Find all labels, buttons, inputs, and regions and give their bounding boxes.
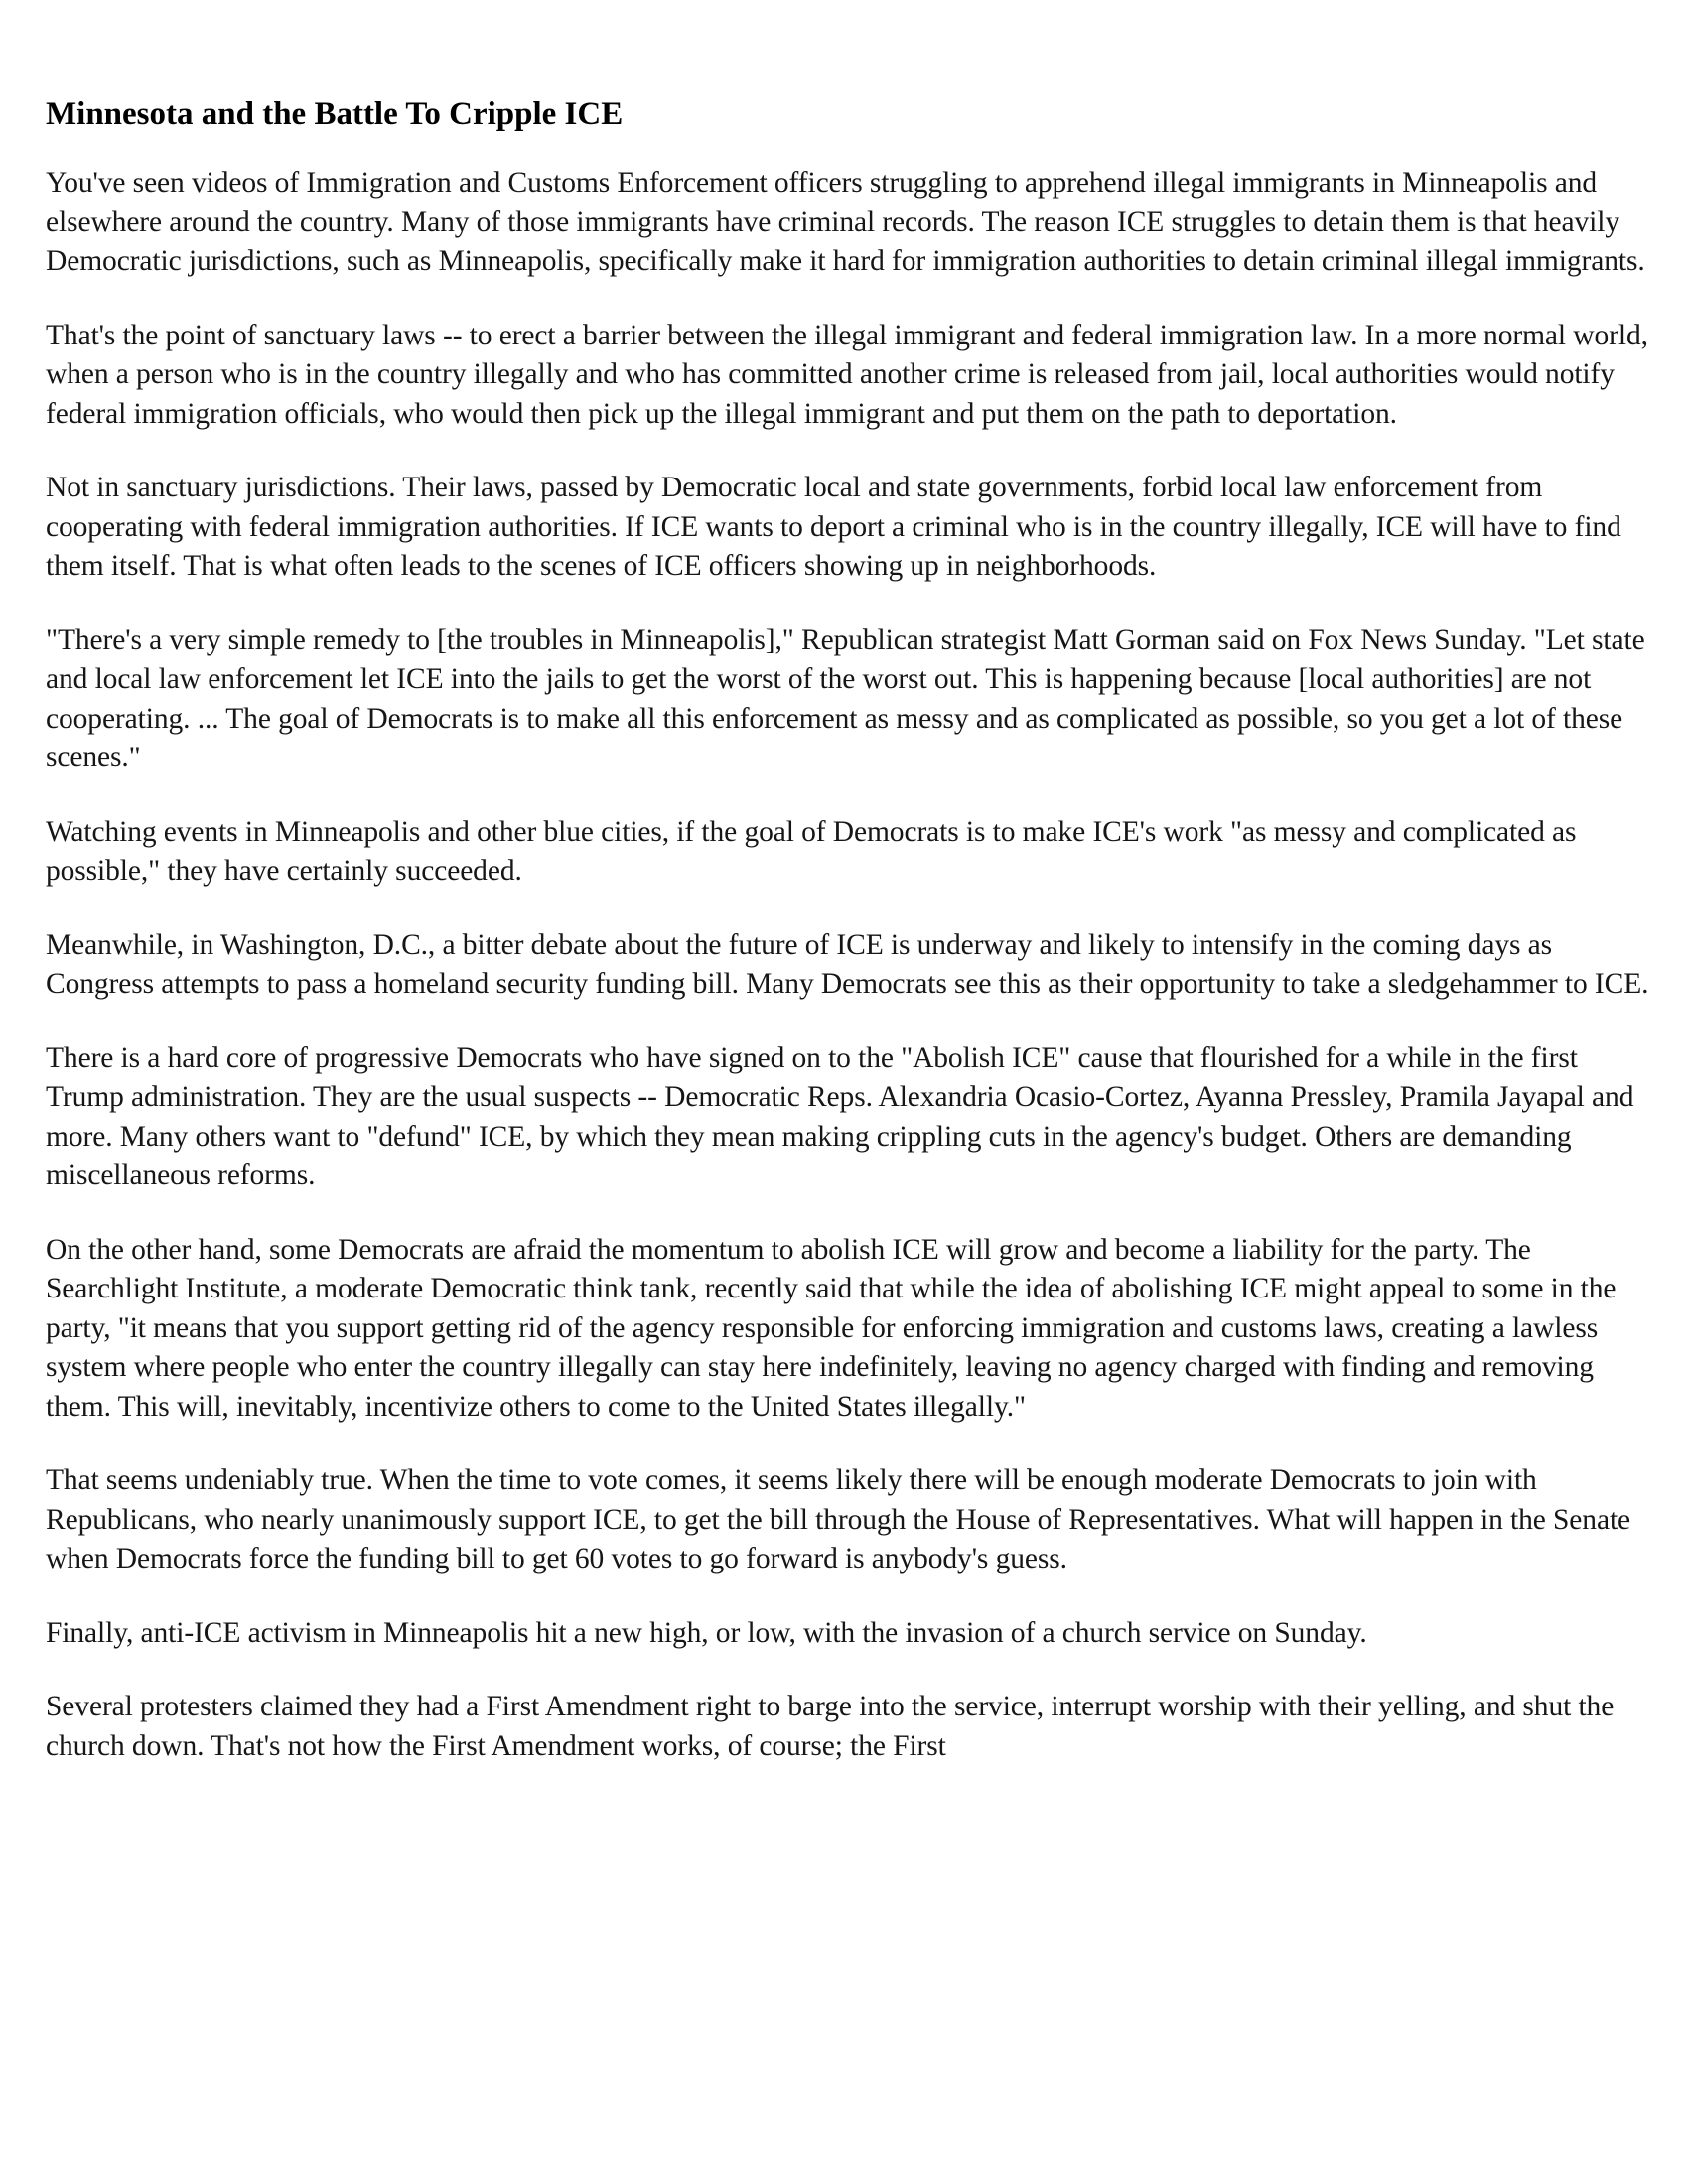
article-paragraph: Finally, anti-ICE activism in Minneapolis hit a new high, or low, with the invasion of a church service on Sunday. (46, 1616, 1367, 1649)
article-paragraph: Watching events in Minneapolis and other blue cities, if the goal of Democrats is to make ICE's work "as messy and complicated as possible," they have certainly succeeded. (46, 815, 1577, 887)
article-paragraph: That seems undeniably true. When the time to vote comes, it seems likely there will be enough moderate Democrats to join with Republicans, who nearly unanimously support ICE, to get the bill through the House of Representatives. What will happen in the Senate when Democrats force the funding bill to get 60 votes to go forward is anybody's guess. (46, 1464, 1631, 1574)
article-paragraph: Several protesters claimed they had a First Amendment right to barge into the service, interrupt worship with their yelling, and shut the church down. That's not how the First Amendment works, of course; the First (46, 1691, 1615, 1762)
article-paragraph: "There's a very simple remedy to [the troubles in Minneapolis]," Republican strategist Matt Gorman said on Fox News Sunday. "Let state and local law enforcement let ICE into the jails to get the worst of the worst out. This is happening because [local authorities] are not cooperating. ... The goal of Democrats is to make all this enforcement as messy and as complicated as possible, so you get a lot of these scenes." (46, 623, 1645, 773)
article-paragraph: That's the point of sanctuary laws -- to erect a barrier between the illegal immigrant and federal immigration law. In a more normal world, when a person who is in the country illegally and who has committed another crime is released from jail, local authorities would notify federal immigration officials, who would then pick up the illegal immigrant and put them on the path to deportation. (46, 319, 1648, 430)
article-paragraph: Meanwhile, in Washington, D.C., a bitter debate about the future of ICE is underway and likely to intensify in the coming days as Congress attempts to pass a homeland security funding bill. Many Democrats see this as their opportunity to take a sledgehammer to ICE. (46, 928, 1649, 1000)
article-paragraph: On the other hand, some Democrats are afraid the momentum to abolish ICE will grow and become a liability for the party. The Searchlight Institute, a moderate Democratic think tank, recently said that while the idea of abolishing ICE might appeal to some in the party, "it means that you support getting rid of the agency responsible for enforcing immigration and customs laws, creating a lawless system where people who enter the country illegally can stay here indefinitely, leaving no agency charged with finding and removing them. This will, inevitably, incentivize others to come to the United States illegally." (46, 1233, 1617, 1423)
article-title: Minnesota and the Battle To Cripple ICE (46, 96, 624, 132)
article-paragraph: You've seen videos of Immigration and Customs Enforcement officers struggling to apprehend illegal immigrants in Minneapolis and elsewhere around the country. Many of those immigrants have criminal records. The reason ICE struggles to detain them is that heavily Democratic jurisdictions, such as Minneapolis, specifically make it hard for immigration authorities to detain criminal illegal immigrants. (46, 167, 1645, 277)
article-paragraph: Not in sanctuary jurisdictions. Their laws, passed by Democratic local and state governments, forbid local law enforcement from cooperating with federal immigration authorities. If ICE wants to deport a criminal who is in the country illegally, ICE will have to find them itself. That is what often leads to the scenes of ICE officers showing up in neighborhoods. (46, 472, 1621, 582)
article-paragraph: There is a hard core of progressive Democrats who have signed on to the "Abolish ICE" cause that flourished for a while in the first Trump administration. They are the usual suspects -- Democratic Reps. Alexandria Ocasio-Cortez, Ayanna Pressley, Pramila Jayapal and more. Many others want to "defund" ICE, by which they mean making crippling cuts in the agency's budget. Others are demanding miscellaneous reforms. (46, 1041, 1634, 1191)
document-page (46, 94, 1658, 1801)
